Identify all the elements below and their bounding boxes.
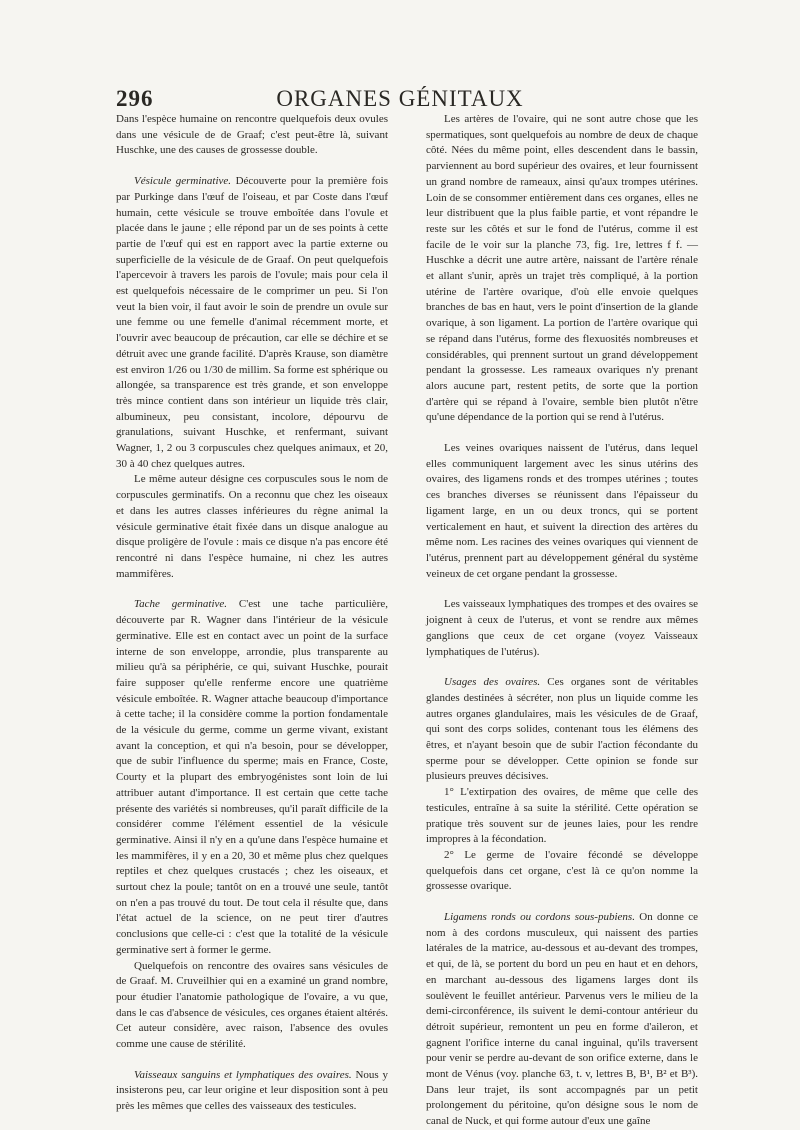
running-title: ORGANES GÉNITAUX <box>276 86 524 111</box>
paragraph: Les vaisseaux lymphatiques des trompes et des ovaires se joignent à ceux de l'uterus, et vont se rendre aux mêmes ganglions que ceux de cet organe (voyez Vaisseaux lymphatiques de l'utérus). <box>426 598 698 658</box>
paragraph: Le même auteur désigne ces corpuscules sous le nom de corpuscules germinatifs. On a reconnu que chez les oiseaux et dans les autres classes inférieures du règne animal la vésicule germinative était fixée dans un disque analogue au disque proligère de l'ovule : mais ce disque n'a pas encore été rencontré ni dans l'espèce humaine, ni chez les autres mammifères. <box>116 473 388 580</box>
section-heading: Ligamens ronds ou cordons sous-pubiens. <box>444 911 635 924</box>
paragraph: 1° L'extirpation des ovaires, de même que celle des testicules, entraîne à sa suite la stérilité. Cette opération se pratique très souvent sur de jeunes laies, pour les rendre impropres à la fécondation. <box>426 786 698 846</box>
paragraph: Usages des ovaires. Ces organes sont de véritables glandes destinées à sécréter, non plus un liquide comme les autres organes glandulaires, mais les vésicules de de Graaf, qui sont des corps solides, contenant tous les élémens des êtres, et n'ayant besoin que de subir l'action fécondante du sperme pour se développer. Cette opinion se fonde sur plusieurs preuves décisives. <box>426 676 698 783</box>
paragraph: Ligamens ronds ou cordons sous-pubiens. On donne ce nom à des cordons musculeux, qui naissent des parties latérales de la matrice, au-dessous et au-devant des trompes, et qui, de là, se portent du bord un peu en haut et en dehors, en marchant au-dessous des ligamens larges dont ils soulèvent le feuillet antérieur. Parvenus vers le milieu de la demi-circonférence, ils suivent le demi-contour antérieur du détroit supérieur, remontent un peu en forme d'aileron, et gagnent l'orifice interne du canal inguinal, qu'ils traversent pour venir se perdre au-devant de son orifice externe, dans le mont de Vénus (voy. planche 63, t. v, lettres B, B¹, B² et B³). Dans leur trajet, ils sont accompagnés par un petit prolongement du péritoine, qu'on désigne sous le nom de canal de Nuck, et qui forme autour d'eux une gaîne <box>426 911 699 1128</box>
paragraph: Les veines ovariques naissent de l'utérus, dans lequel elles communiquent largement avec les sinus utérins des ovaires, des ligamens ronds et des trompes utérines ; toutes ces branches diverses se réunissent dans l'épaisseur du ligament large, en un ou deux troncs, qui se portent verticalement en haut, et suivent la direction des artères du même nom. Les racines des veines ovariques qui viennent de l'utérus, prennent part au développement général du système veineux de cet organe pendant la grossesse. <box>426 442 698 580</box>
paragraph: Les artères de l'ovaire, qui ne sont autre chose que les spermatiques, sont quelquefois au nombre de deux de chaque côté. Nées du même point, elles descendent dans le bassin, parviennent au bord supérieur des ovaires, et leur fournissent un grand nombre de rameaux, ainsi qu'aux trompes utérines. Loin de se consommer entièrement dans ces organes, elles ne leur distribuent que la plus faible partie, et vont répandre le reste sur les côtés et sur le fond de l'utérus, comme il est facile de le voir sur la planche 73, fig. 1re, lettres f f. — Huschke a décrit une autre artère, naissant de l'artère rénale et allant s'unir, après un trajet très compliqué, à la portion utérine de l'artère ovarique, d'où elle envoie quelques branches de bas en haut, vers le point d'insertion de la glande ovarique, à son ligament. La portion de l'artère ovarique qui se répand dans l'utérus, forme des flexuosités nombreuses et considérables, qui prennent surtout un grand développement pendant la grossesse. Les rameaux ovariques n'y prenant alors aucune part, restent petits, de sorte que la portion d'artère qui se répand à l'ovaire, semble bien plutôt n'être qu'une dépendance de la portion qui se rend à l'utérus. <box>426 113 698 424</box>
section-heading: Vaisseaux sanguins et lymphatiques des ovaires. <box>134 1068 352 1081</box>
paragraph: Dans l'espèce humaine on rencontre quelquefois deux ovules dans une vésicule de de Graaf; c'est peut-être là, suivant Huschke, une des causes de grossesse double. <box>116 113 388 157</box>
page-number: 296 <box>116 86 154 111</box>
paragraph: Tache germinative. C'est une tache particulière, découverte par R. Wagner dans l'intérieur de la vésicule germinative. Elle est en contact avec un point de la surface interne de son enveloppe, arrondie, plus transparente au milieu qu'à sa périphérie, ce qui, suivant Huschke, pourait faire supposer qu'elle renferme encore une quatrième vésicule emboîtée. R. Wagner attache beaucoup d'importance à cette tache; il la considère comme la portion fondamentale de la vésicule du germe, comme un germe vivant, existant avant la conception, et qui n'a besoin, pour se développer, que de subir l'influence du sperme; mais en France, Coste, Courty et la plupart des embryogénistes sont loin de lui attribuer autant d'importance. Il est certain que cette tache présente des variétés si nombreuses, qu'il paraît difficile de la considérer comme l'élément essentiel de la vésicule germinative. Ainsi il n'y en a qu'une dans l'espèce humaine et les mammifères, il y en a 20, 30 et même plus chez quelques reptiles et chez quelques crustacés ; chez les oiseaux, et surtout chez la poule; tantôt on en a trouvé une seule, tantôt on n'en a pas trouvé du tout. De tout cela il résulte que, dans l'état actuel de la science, on ne peut tirer d'autres conclusions que celle-ci : c'est que la totalité de la vésicule germinative sert à former le germe. <box>116 598 388 956</box>
right-column <box>426 112 698 1130</box>
section-heading: Vésicule germinative. <box>134 175 232 188</box>
paragraph: Vaisseaux sanguins et lymphatiques des ovaires. Nous y insisterons peu, car leur origine et leur disposition sont à peu près les mêmes que celles des vaisseaux des testicules. <box>116 1068 389 1113</box>
paragraph: Quelquefois on rencontre des ovaires sans vésicules de de Graaf. M. Cruveilhier qui en a examiné un grand nombre, pour étudier l'anatomie pathologique de l'ovaire, a vu que, dans le cas d'absence de vésicules, ces organes étaient altérés. Cet auteur considère, avec raison, l'absence des ovules comme une cause de stérilité. <box>116 959 388 1051</box>
paragraph: Vésicule germinative. Découverte pour la première fois par Purkinge dans l'œuf de l'oiseau, et par Coste dans l'œuf humain, cette vésicule se trouve emboîtée dans l'ovule et placée dans le jaune ; elle répond par un de ses points à cette partie de l'œuf qui est en rapport avec la partie externe ou superficielle de la vésicule de de Graaf. On peut quelquefois l'apercevoir à travers les parois de l'ovule; mais pour cela il est quelquefois nécessaire de le comprimer un peu. Si l'on veut la bien voir, il faut avoir le soin de prendre un ovule sur une femme ou une femelle d'animal récemment morte, et l'ouvrir avec beaucoup de précaution, car elle se déchire et se détruit avec une grande facilité. D'après Krause, son diamètre est environ 1/26 ou 1/30 de millim. Sa forme est sphérique ou allongée, sa transparence est très grande, et son enveloppe très mince contient dans son intérieur un liquide très clair, albumineux, peu consistant, incolore, dépourvu de granulations, suivant Huschke, et renfermant, suivant Wagner, 1, 2 ou 3 corpuscules chez quelques animaux, et 20, 30 à 40 chez quelques autres. <box>116 175 388 470</box>
left-column <box>116 112 388 1115</box>
paragraph: 2° Le germe de l'ovaire fécondé se développe quelquefois dans cet organe, c'est là ce qu'on nomme la grossesse ovarique. <box>426 848 698 893</box>
section-heading: Tache germinative. <box>134 598 228 611</box>
section-heading: Usages des ovaires. <box>444 676 541 689</box>
